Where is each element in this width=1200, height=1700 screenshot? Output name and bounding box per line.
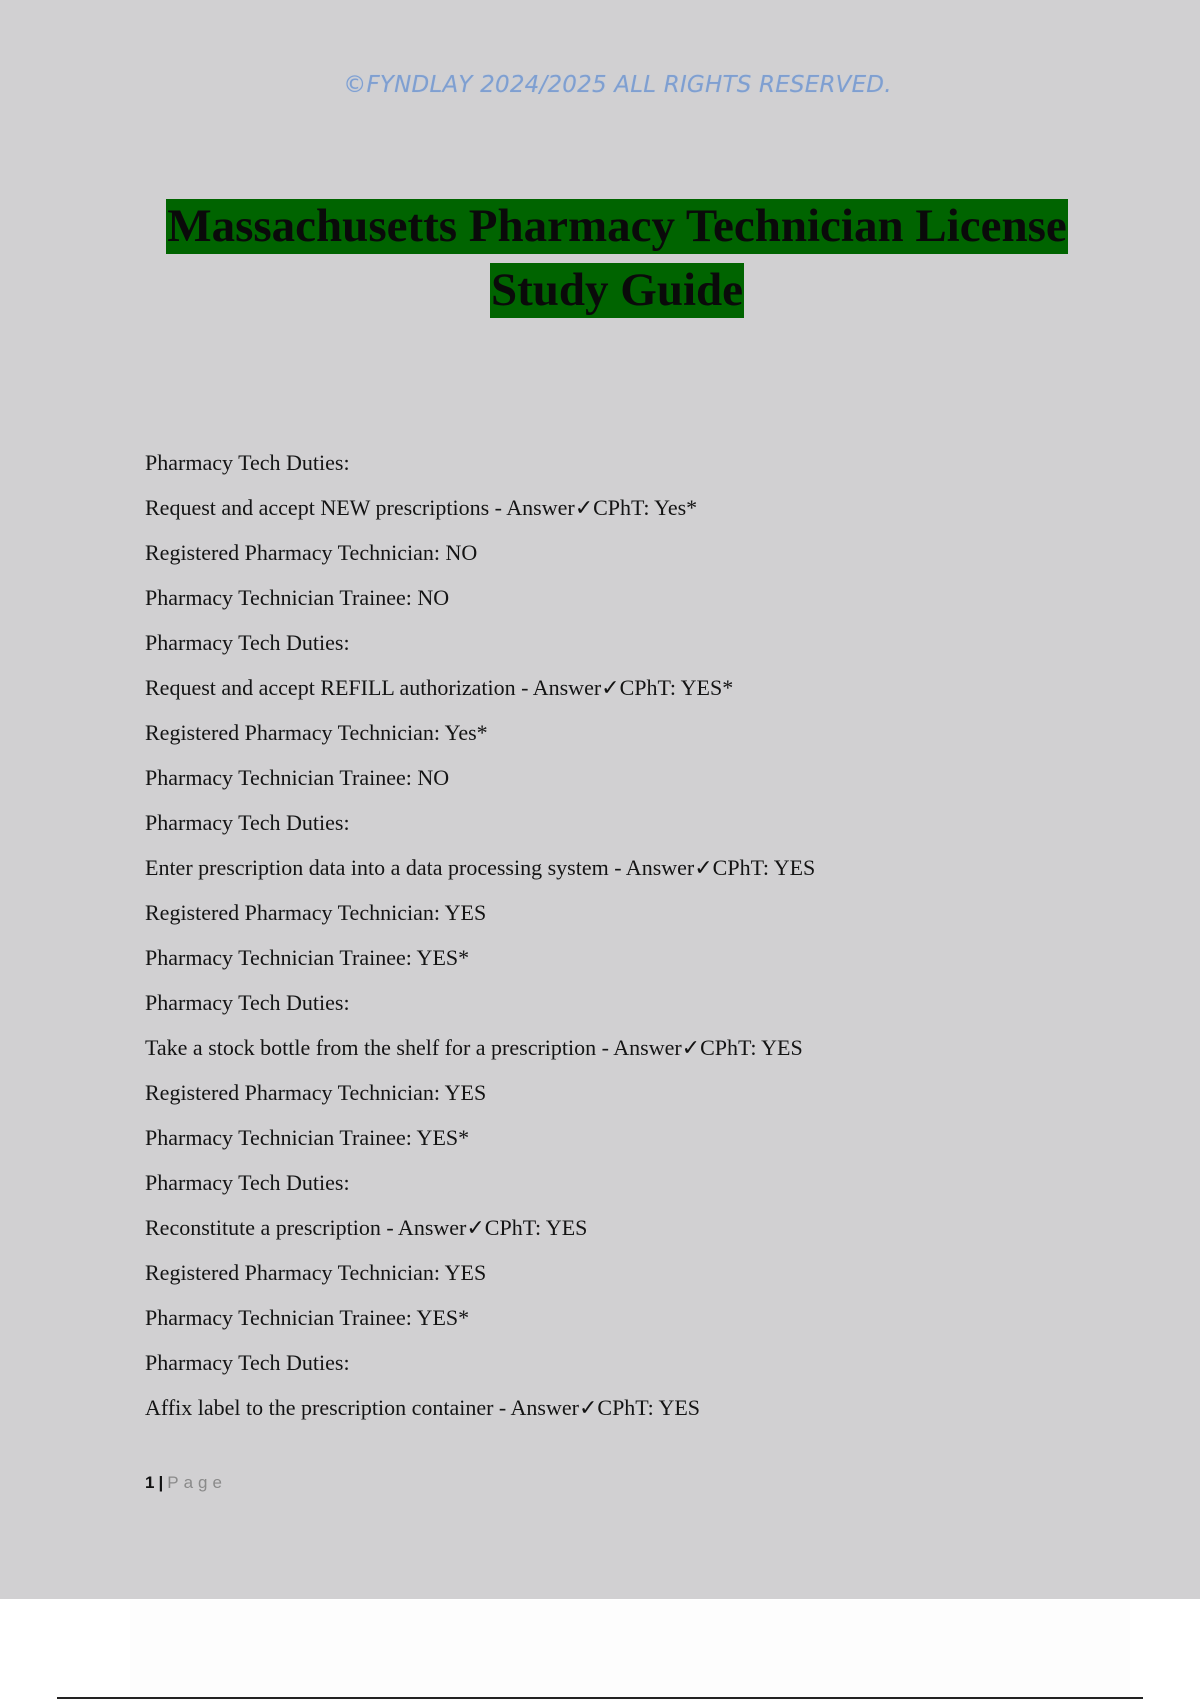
page-label: Page xyxy=(167,1473,227,1492)
copyright-header: ©FYNDLAY 2024/2025 ALL RIGHTS RESERVED. xyxy=(343,72,892,98)
footer-separator: | xyxy=(158,1473,164,1492)
content-line: Pharmacy Tech Duties: xyxy=(145,1170,350,1195)
content-line: Pharmacy Technician Trainee: NO xyxy=(145,585,450,610)
content-line: Pharmacy Technician Trainee: YES* xyxy=(145,1125,470,1150)
document-title xyxy=(0,196,1200,324)
content-line: Reconstitute a prescription - Answer✓CPhT: YES xyxy=(145,1215,588,1240)
content-line: Registered Pharmacy Technician: Yes* xyxy=(145,720,488,745)
content-line: Pharmacy Technician Trainee: YES* xyxy=(145,1305,470,1330)
title-line-1: Massachusetts Pharmacy Technician License xyxy=(167,200,1067,252)
content-line: Pharmacy Technician Trainee: NO xyxy=(145,765,450,790)
page-footer xyxy=(145,1473,227,1493)
content-line: Registered Pharmacy Technician: YES xyxy=(145,1080,487,1105)
content-line: Pharmacy Tech Duties: xyxy=(145,450,350,475)
next-page-area xyxy=(130,1600,1130,1700)
content-line: Request and accept REFILL authorization - Answer✓CPhT: YES* xyxy=(145,675,734,700)
content-line: Registered Pharmacy Technician: NO xyxy=(145,540,478,565)
bottom-divider xyxy=(57,1697,1143,1699)
content-line: Pharmacy Technician Trainee: YES* xyxy=(145,945,470,970)
content-line: Pharmacy Tech Duties: xyxy=(145,810,350,835)
page-number: 1 xyxy=(145,1473,155,1492)
content-line: Request and accept NEW prescriptions - Answer✓CPhT: Yes* xyxy=(145,495,698,520)
content-line: Pharmacy Tech Duties: xyxy=(145,990,350,1015)
study-guide-content xyxy=(145,446,1145,1436)
content-line: Enter prescription data into a data processing system - Answer✓CPhT: YES xyxy=(145,855,816,880)
title-line-2: Study Guide xyxy=(490,264,744,316)
content-line: Affix label to the prescription container - Answer✓CPhT: YES xyxy=(145,1395,701,1420)
content-line: Take a stock bottle from the shelf for a prescription - Answer✓CPhT: YES xyxy=(145,1035,803,1060)
content-line: Registered Pharmacy Technician: YES xyxy=(145,900,487,925)
content-line: Registered Pharmacy Technician: YES xyxy=(145,1260,487,1285)
content-line: Pharmacy Tech Duties: xyxy=(145,1350,350,1375)
content-line: Pharmacy Tech Duties: xyxy=(145,630,350,655)
